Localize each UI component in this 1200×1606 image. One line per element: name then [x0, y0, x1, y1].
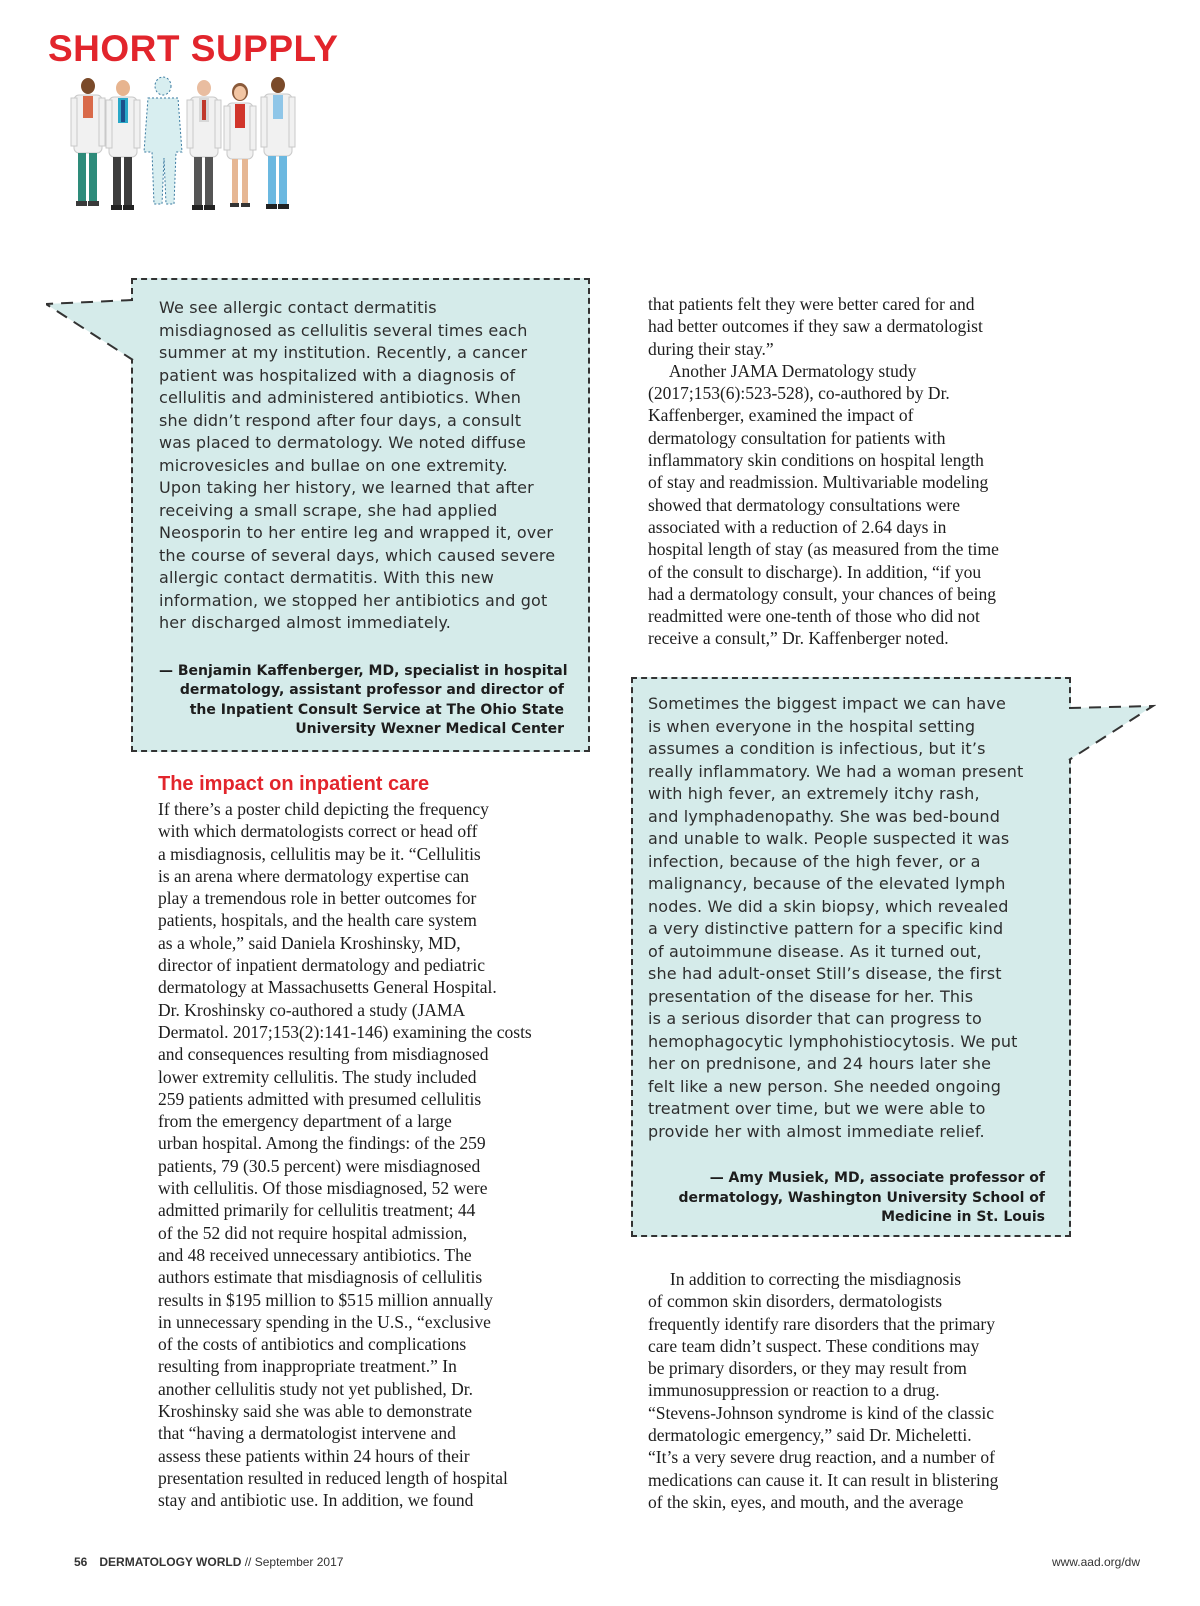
body-line: Dr. Kroshinsky co-authored a study (JAMA: [158, 999, 466, 1020]
callout-quote-line: Upon taking her history, we learned that after: [159, 478, 534, 497]
section-title: SHORT SUPPLY: [48, 28, 339, 69]
body-line: a misdiagnosis, cellulitis may be it. “Cellulitis: [158, 843, 481, 864]
body-line: had a dermatology consult, your chances of being: [648, 583, 996, 604]
callout-quote-line: malignancy, because of the elevated lymph: [648, 874, 1006, 893]
footer-folio: [74, 1555, 343, 1569]
callout-quote-line: cellulitis and administered antibiotics. When: [159, 388, 522, 407]
body-line: of the costs of antibiotics and complications: [158, 1334, 467, 1355]
issue-date: September 2017: [254, 1555, 344, 1569]
body-line: hospital length of stay (as measured from the time: [648, 539, 999, 560]
body-line: dermatologic emergency,” said Dr. Micheletti.: [648, 1425, 972, 1446]
callout-quote-line: Neosporin to her entire leg and wrapped it, over: [159, 523, 554, 542]
attribution-line: — Amy Musiek, MD, associate professor of: [709, 1170, 1045, 1186]
callout-quote-line: and unable to walk. People suspected it was: [648, 829, 1010, 848]
body-text-right-column-top: [648, 293, 1068, 650]
body-line: receive a consult,” Dr. Kaffenberger noted.: [648, 628, 949, 649]
body-line: and consequences resulting from misdiagnosed: [158, 1044, 489, 1065]
callout-quote-line: is a serious disorder that can progress to: [648, 1009, 982, 1028]
callout-quote-line: patient was hospitalized with a diagnosis of: [159, 365, 516, 385]
body-line: readmitted were one-tenth of those who did not: [648, 606, 980, 627]
attribution-line: — Benjamin Kaffenberger, MD, specialist in hospital: [159, 662, 568, 679]
callout-quote-line: infection, because of the high fever, or a: [648, 851, 981, 871]
body-line: “It’s a very severe drug reaction, and a number of: [648, 1447, 995, 1468]
body-line: assess these patients within 24 hours of their: [158, 1445, 470, 1466]
body-line: be primary disorders, or they may result from: [648, 1358, 967, 1379]
body-line: Another JAMA Dermatology study: [648, 360, 917, 381]
body-line: with cellulitis. Of those misdiagnosed, 52 were: [158, 1178, 488, 1199]
callout-quote-line: We see allergic contact dermatitis: [159, 298, 437, 317]
body-line: immunosuppression or reaction to a drug.: [648, 1380, 940, 1401]
body-line: director of inpatient dermatology and pediatric: [158, 955, 486, 976]
body-line: patients, 79 (30.5 percent) were misdiagnosed: [158, 1155, 481, 1176]
attribution-line: University Wexner Medical Center: [295, 721, 564, 737]
body-line: medications can cause it. It can result in blistering: [648, 1469, 999, 1490]
callout-quote-line: assumes a condition is infectious, but it’s: [648, 739, 986, 758]
callout-quote-line: is when everyone in the hospital setting: [648, 716, 976, 736]
attribution-line: dermatology, assistant professor and director of: [179, 682, 564, 698]
callout-quote-line: her on prednisone, and 24 hours later she: [648, 1054, 992, 1073]
doctor-figure-icon: [187, 80, 221, 210]
body-line: urban hospital. Among the findings: of the 259: [158, 1133, 486, 1154]
callout-quote-line: Sometimes the biggest impact we can have: [648, 694, 1006, 713]
callout-attribution: [648, 1169, 1045, 1228]
body-line: and 48 received unnecessary antibiotics. The: [158, 1244, 472, 1265]
body-line: inflammatory skin conditions on hospital length: [648, 450, 984, 471]
callout-quote-line: information, we stopped her antibiotics and got: [159, 590, 548, 610]
body-line: of the skin, eyes, and mouth, and the average: [648, 1491, 964, 1512]
body-line: of the 52 did not require hospital admission,: [158, 1222, 468, 1243]
body-line: care team didn’t suspect. These conditions may: [648, 1335, 980, 1356]
doctor-figure-icon: [71, 78, 105, 206]
body-line: that patients felt they were better cared for and: [648, 294, 975, 314]
body-line: had better outcomes if they saw a dermatologist: [648, 316, 983, 337]
body-line: patients, hospitals, and the health care system: [158, 910, 477, 931]
callout-quote-line: really inflammatory. We had a woman present: [648, 761, 1024, 781]
doctors-group-illustration-icon: [66, 74, 316, 219]
speech-bubble-tail-icon: [46, 292, 136, 364]
body-line: In addition to correcting the misdiagnosis: [648, 1269, 962, 1289]
missing-doctor-outline-icon: [144, 77, 182, 204]
attribution-line: dermatology, Washington University School of: [678, 1189, 1045, 1206]
doctor-figure-icon: [224, 83, 256, 207]
callout-quote-line: treatment over time, but we were able to: [648, 1099, 986, 1118]
body-line: 259 patients admitted with presumed cellulitis: [158, 1088, 482, 1109]
body-line: of stay and readmission. Multivariable modeling: [648, 472, 989, 493]
callout-quote-line: her discharged almost immediately.: [159, 613, 451, 632]
callout-quote-line: was placed to dermatology. We noted diffuse: [159, 433, 526, 452]
callout-quote-line: receiving a small scrape, she had applied: [159, 500, 498, 520]
doctor-figure-icon: [106, 80, 140, 210]
callout-quote-line: she didn’t respond after four days, a consult: [159, 410, 522, 430]
callout-quote-line: presentation of the disease for her. This: [648, 986, 974, 1006]
callout-quote-line: provide her with almost immediate relief.: [648, 1121, 985, 1141]
body-line: presentation resulted in reduced length of hospital: [158, 1467, 508, 1488]
body-line: play a tremendous role in better outcomes for: [158, 888, 477, 909]
body-line: dermatology consultation for patients with: [648, 427, 946, 448]
body-line: dermatology at Massachusetts General Hospital.: [158, 977, 497, 998]
body-line: of the consult to discharge). In addition, “if you: [648, 561, 982, 582]
body-text-left-column: [158, 798, 578, 1512]
body-line: lower extremity cellulitis. The study included: [158, 1066, 477, 1087]
body-line: results in $195 million to $515 million annually: [158, 1289, 493, 1310]
callout-quote-line: and lymphadenopathy. She was bed-bound: [648, 806, 1001, 826]
callout-quote-line: hemophagocytic lymphohistiocytosis. We put: [648, 1031, 1018, 1051]
publication-name: DERMATOLOGY WORLD: [99, 1555, 242, 1569]
pull-quote-callout-kaffenberger: [131, 278, 590, 752]
attribution-line: the Inpatient Consult Service at The Ohio State: [189, 701, 564, 718]
body-line: that “having a dermatologist intervene and: [158, 1423, 456, 1444]
callout-quote-text: [648, 693, 1045, 1143]
body-line: authors estimate that misdiagnosis of cellulitis: [158, 1267, 483, 1288]
doctor-figure-icon: [261, 77, 295, 209]
body-line: is an arena where dermatology expertise can: [158, 865, 469, 886]
callout-quote-text: [159, 297, 564, 635]
body-line: another cellulitis study not yet published, Dr.: [158, 1378, 473, 1399]
body-line: during their stay.”: [648, 338, 774, 359]
callout-quote-line: a very distinctive pattern for a specific kind: [648, 919, 1004, 938]
callout-quote-line: felt like a new person. She needed ongoing: [648, 1076, 1002, 1096]
callout-quote-line: microvesicles and bullae on one extremity.: [159, 455, 508, 475]
callout-attribution: [159, 662, 568, 740]
pull-quote-callout-musiek: [631, 677, 1071, 1237]
footer-separator: //: [244, 1555, 252, 1569]
callout-quote-line: summer at my institution. Recently, a cancer: [159, 343, 528, 362]
callout-quote-line: with high fever, an extremely itchy rash,: [648, 784, 980, 803]
attribution-line: Medicine in St. Louis: [881, 1209, 1045, 1225]
body-line: Dermatol. 2017;153(2):141-146) examining the costs: [158, 1021, 532, 1042]
callout-quote-line: of autoimmune disease. As it turned out,: [648, 941, 982, 961]
body-line: “Stevens-Johnson syndrome is kind of the classic: [648, 1402, 995, 1423]
body-text-right-column-bottom: [648, 1268, 1068, 1513]
body-line: showed that dermatology consultations were: [648, 494, 961, 515]
body-line: Kroshinsky said she was able to demonstrate: [158, 1401, 472, 1422]
callout-quote-line: she had adult-onset Still’s disease, the first: [648, 964, 1002, 983]
body-line: in unnecessary spending in the U.S., “exclusive: [158, 1311, 491, 1332]
body-line: frequently identify rare disorders that the primary: [648, 1313, 995, 1334]
callout-quote-line: misdiagnosed as cellulitis several times each: [159, 320, 528, 340]
body-line: as a whole,” said Daniela Kroshinsky, MD,: [158, 932, 461, 953]
website-link[interactable]: www.aad.org/dw: [1051, 1555, 1140, 1569]
body-line: of common skin disorders, dermatologists: [648, 1291, 943, 1312]
body-line: associated with a reduction of 2.64 days in: [648, 516, 947, 537]
speech-bubble-tail-icon: [1066, 700, 1156, 764]
callout-quote-line: the course of several days, which caused severe: [159, 545, 556, 565]
page-number: 56: [74, 1555, 88, 1569]
body-line: If there’s a poster child depicting the frequency: [158, 799, 489, 819]
callout-quote-line: nodes. We did a skin biopsy, which revealed: [648, 896, 1009, 916]
body-line: stay and antibiotic use. In addition, we found: [158, 1490, 474, 1511]
section-heading: The impact on inpatient care: [158, 773, 430, 795]
callout-quote-line: allergic contact dermatitis. With this new: [159, 568, 494, 587]
body-line: with which dermatologists correct or head off: [158, 821, 478, 842]
body-line: admitted primarily for cellulitis treatment; 44: [158, 1200, 476, 1221]
body-line: from the emergency department of a large: [158, 1111, 452, 1132]
body-line: (2017;153(6):523-528), co-authored by Dr.: [648, 383, 950, 404]
body-line: resulting from inappropriate treatment.” In: [158, 1356, 457, 1377]
body-line: Kaffenberger, examined the impact of: [648, 405, 914, 426]
